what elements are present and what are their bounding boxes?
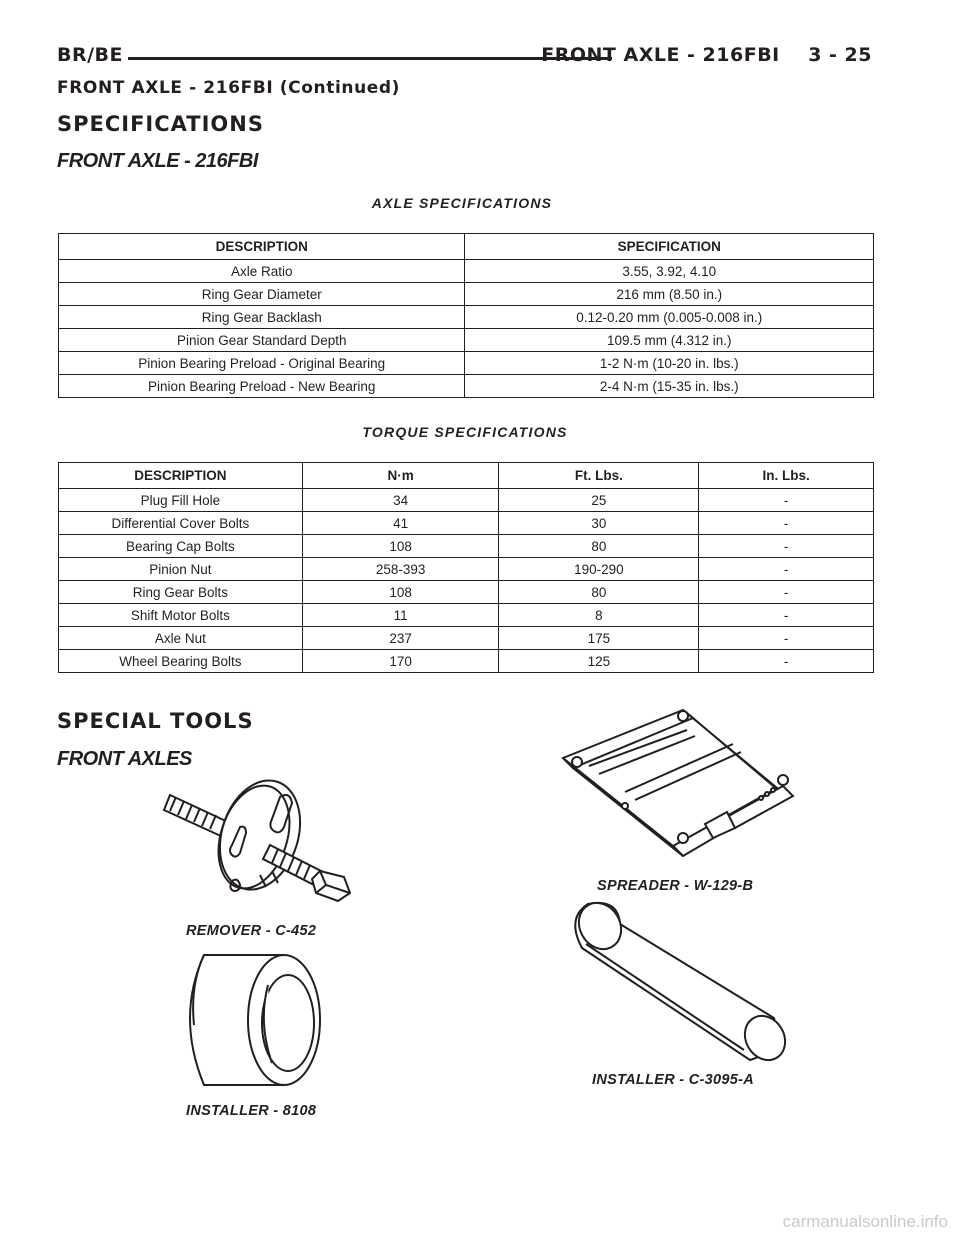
table-cell: Ring Gear Bolts bbox=[59, 581, 303, 604]
spreader-w129b-illustration bbox=[555, 700, 795, 860]
table-row bbox=[59, 581, 874, 604]
table-cell: 175 bbox=[499, 627, 699, 650]
table-row bbox=[59, 489, 874, 512]
table-row bbox=[59, 352, 874, 375]
table-row bbox=[59, 306, 874, 329]
column-header: DESCRIPTION bbox=[59, 234, 465, 260]
torque-specifications-caption: TORQUE SPECIFICATIONS bbox=[362, 424, 568, 440]
torque-specifications-table bbox=[58, 462, 874, 673]
table-cell: Plug Fill Hole bbox=[59, 489, 303, 512]
table-cell: 1-2 N·m (10-20 in. lbs.) bbox=[465, 352, 874, 375]
table-cell: - bbox=[699, 512, 874, 535]
table-cell: 109.5 mm (4.312 in.) bbox=[465, 329, 874, 352]
installer-c3095a-label: INSTALLER - C-3095-A bbox=[592, 1072, 755, 1088]
table-cell: 2-4 N·m (15-35 in. lbs.) bbox=[465, 375, 874, 398]
table-cell: 190-290 bbox=[499, 558, 699, 581]
column-header: In. Lbs. bbox=[699, 463, 874, 489]
table-row bbox=[59, 375, 874, 398]
table-cell: 216 mm (8.50 in.) bbox=[465, 283, 874, 306]
table-cell: Bearing Cap Bolts bbox=[59, 535, 303, 558]
column-header: SPECIFICATION bbox=[465, 234, 874, 260]
table-row bbox=[59, 650, 874, 673]
table-row bbox=[59, 535, 874, 558]
table-cell: Pinion Nut bbox=[59, 558, 303, 581]
table-cell: Ring Gear Diameter bbox=[59, 283, 465, 306]
spreader-w129b-label: SPREADER - W-129-B bbox=[597, 878, 754, 894]
table-cell: 258-393 bbox=[302, 558, 499, 581]
table-cell: 80 bbox=[499, 581, 699, 604]
installer-8108-illustration bbox=[180, 945, 330, 1095]
table-row bbox=[59, 604, 874, 627]
special-tools-heading: SPECIAL TOOLS bbox=[57, 709, 254, 733]
table-cell: - bbox=[699, 489, 874, 512]
table-cell: 11 bbox=[302, 604, 499, 627]
watermark: carmanualsonline.info bbox=[782, 1212, 948, 1231]
continued-title: FRONT AXLE - 216FBI (Continued) bbox=[57, 78, 401, 98]
header-section-page bbox=[541, 44, 872, 66]
table-cell: Pinion Gear Standard Depth bbox=[59, 329, 465, 352]
table-cell: 41 bbox=[302, 512, 499, 535]
table-cell: - bbox=[699, 604, 874, 627]
axle-specifications-table bbox=[58, 233, 874, 398]
table-cell: 8 bbox=[499, 604, 699, 627]
front-axles-subheading: FRONT AXLES bbox=[57, 748, 192, 770]
table-row bbox=[59, 627, 874, 650]
table-cell: - bbox=[699, 650, 874, 673]
table-cell: 237 bbox=[302, 627, 499, 650]
table-row bbox=[59, 283, 874, 306]
table-cell: Pinion Bearing Preload - Original Bearing bbox=[59, 352, 465, 375]
table-cell: Pinion Bearing Preload - New Bearing bbox=[59, 375, 465, 398]
table-row bbox=[59, 260, 874, 283]
table-cell: Differential Cover Bolts bbox=[59, 512, 303, 535]
specifications-heading: SPECIFICATIONS bbox=[57, 112, 264, 136]
header-vehicle-code: BR/BE bbox=[57, 44, 124, 66]
column-header: Ft. Lbs. bbox=[499, 463, 699, 489]
header-rule bbox=[128, 57, 612, 60]
column-header: DESCRIPTION bbox=[59, 463, 303, 489]
header-page-number: 3 - 25 bbox=[808, 44, 872, 66]
installer-c3095a-illustration bbox=[560, 900, 790, 1065]
table-cell: 108 bbox=[302, 535, 499, 558]
table-header-row bbox=[59, 463, 874, 489]
table-cell: Axle Nut bbox=[59, 627, 303, 650]
table-cell: Wheel Bearing Bolts bbox=[59, 650, 303, 673]
table-row bbox=[59, 512, 874, 535]
header-section-title: FRONT AXLE - 216FBI bbox=[541, 44, 780, 66]
table-cell: - bbox=[699, 535, 874, 558]
table-cell: 80 bbox=[499, 535, 699, 558]
table-cell: 30 bbox=[499, 512, 699, 535]
table-cell: 25 bbox=[499, 489, 699, 512]
table-cell: 3.55, 3.92, 4.10 bbox=[465, 260, 874, 283]
remover-c452-label: REMOVER - C-452 bbox=[186, 923, 317, 939]
front-axle-subheading: FRONT AXLE - 216FBI bbox=[57, 150, 258, 172]
installer-8108-label: INSTALLER - 8108 bbox=[186, 1103, 317, 1119]
table-cell: - bbox=[699, 558, 874, 581]
table-cell: 0.12-0.20 mm (0.005-0.008 in.) bbox=[465, 306, 874, 329]
table-cell: - bbox=[699, 627, 874, 650]
table-cell: 34 bbox=[302, 489, 499, 512]
table-row bbox=[59, 329, 874, 352]
table-cell: Ring Gear Backlash bbox=[59, 306, 465, 329]
column-header: N·m bbox=[302, 463, 499, 489]
table-cell: Axle Ratio bbox=[59, 260, 465, 283]
table-cell: 125 bbox=[499, 650, 699, 673]
table-cell: Shift Motor Bolts bbox=[59, 604, 303, 627]
table-row bbox=[59, 558, 874, 581]
table-cell: - bbox=[699, 581, 874, 604]
remover-c452-illustration bbox=[160, 775, 360, 915]
table-header-row bbox=[59, 234, 874, 260]
axle-specifications-caption: AXLE SPECIFICATIONS bbox=[371, 195, 553, 211]
table-cell: 108 bbox=[302, 581, 499, 604]
table-cell: 170 bbox=[302, 650, 499, 673]
